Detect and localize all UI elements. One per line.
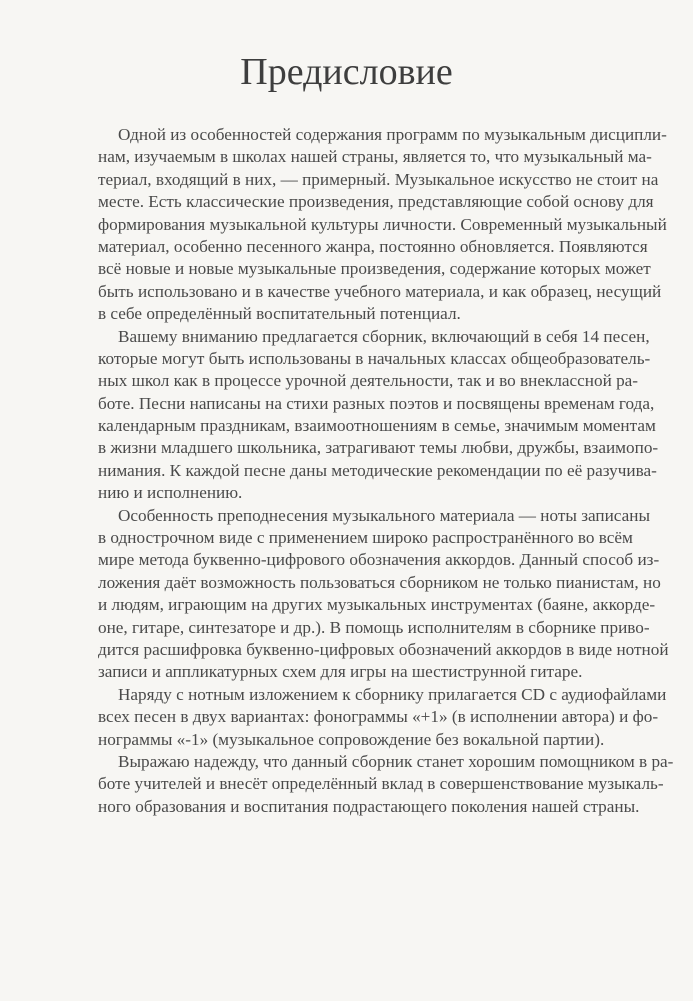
text-line: нам, изучаемым в школах нашей страны, является то, что музыкальный ма- (98, 147, 652, 167)
text-line: быть использовано и в качестве учебного материала, и как образец, несущий (98, 281, 662, 301)
text-line: всех песен в двух вариантах: фонограммы «+1» (в исполнении автора) и фо- (98, 707, 659, 727)
text-line: ложения даёт возможность пользоваться сборником не только пианистам, но (98, 572, 661, 592)
text-line: ного образования и воспитания подрастающего поколения нашей страны. (98, 796, 640, 816)
paragraph (98, 505, 669, 684)
text-line: месте. Есть классические произведения, представляющие собой основу для (98, 192, 654, 212)
text-line: в однострочном виде с применением широко распространённого во всём (98, 528, 633, 548)
paragraph (98, 124, 667, 326)
text-line: Вашему вниманию предлагается сборник, включающий в себя 14 песен, (118, 326, 650, 346)
text-line: Особенность преподнесения музыкального материала — ноты записаны (118, 505, 651, 525)
paragraph (98, 326, 659, 505)
preface-body (98, 124, 674, 818)
text-line: нию и исполнению. (98, 483, 243, 503)
text-line: материал, особенно песенного жанра, постоянно обновляется. Появляются (98, 236, 648, 256)
text-line: и людям, играющим на других музыкальных инструментах (баяне, аккорде- (98, 595, 656, 615)
text-line: оне, гитаре, синтезаторе и др.). В помощь исполнителям в сборнике приво- (98, 617, 650, 637)
text-line: териал, входящий в них, — примерный. Музыкальное искусство не стоит на (98, 169, 659, 189)
text-line: мире метода буквенно-цифрового обозначения аккордов. Данный способ из- (98, 550, 660, 570)
paragraph (98, 751, 674, 818)
text-line: нограммы «-1» (музыкальное сопровождение без вокальной партии). (98, 729, 605, 749)
text-line: которые могут быть использованы в начальных классах общеобразователь- (98, 348, 651, 368)
text-line: формирования музыкальной культуры личности. Современный музыкальный (98, 214, 667, 234)
text-line: боте. Песни написаны на стихи разных поэтов и посвящены временам года, (98, 393, 655, 413)
text-line: Выражаю надежду, что данный сборник станет хорошим помощником в ра- (118, 751, 674, 771)
text-line: Одной из особенностей содержания программ по музыкальным дисципли- (118, 125, 667, 144)
text-line: всё новые и новые музыкальные произведения, содержание которых может (98, 259, 651, 279)
text-line: в себе определённый воспитательный потенциал. (98, 304, 461, 324)
paragraph (98, 684, 667, 751)
text-line: календарным праздникам, взаимоотношениям в семье, значимым моментам (98, 416, 656, 436)
text-line: дится расшифровка буквенно-цифровых обозначений аккордов в виде нотной (98, 639, 669, 659)
text-line: ных школ как в процессе урочной деятельности, так и во внеклассной ра- (98, 371, 639, 391)
text-line: в жизни младшего школьника, затрагивают темы любви, дружбы, взаимопо- (98, 438, 659, 458)
page-title: Предисловие (240, 51, 453, 93)
text-line: боте учителей и внесёт определённый вклад в совершенствование музыкаль- (98, 774, 664, 794)
text-line: нимания. К каждой песне даны методические рекомендации по её разучива- (98, 460, 657, 480)
text-line: Наряду с нотным изложением к сборнику прилагается CD с аудиофайлами (118, 684, 667, 704)
text-line: записи и аппликатурных схем для игры на шестиструнной гитаре. (98, 662, 583, 682)
